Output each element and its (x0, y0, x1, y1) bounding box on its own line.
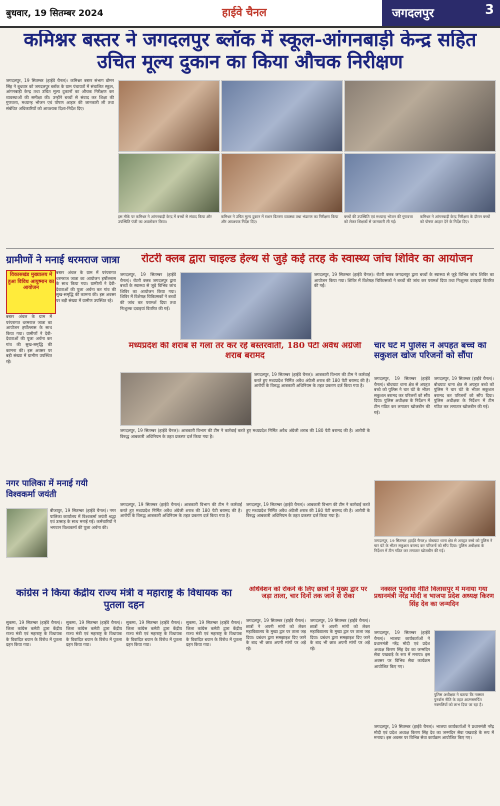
sharab-headline: मध्यप्रदेश की शराब से गला तर कर रहे बस्तरवाती, 180 पेटी अवैध अंग्रेजी शराब बरामद (128, 342, 362, 361)
congress-body-3: सुकमा, 19 सितम्बर (हाईवे चैनल)। जिला कांग्रेस कमेटी द्वारा केंद्रीय राज्य मंत्री एवं महाराष्ट्र के विधायक के विवादित बयान के विरोध में पुतला दहन किया गया। (126, 620, 182, 648)
congress-body-2: सुकमा, 19 सितम्बर (हाईवे चैनल)। जिला कांग्रेस कमेटी द्वारा केंद्रीय राज्य मंत्री एवं महाराष्ट्र के विधायक के विवादित बयान के विरोध में पुतला दहन किया गया। (66, 620, 122, 648)
rotary-body-continued: जगदलपुर, 19 सितम्बर (हाईवे चैनल)। रोटरी क्लब जगदलपुर द्वारा बच्चों के स्वास्थ्य से जुड़े विभिन्न जांच शिविर का आयोजन किया गया। शिविर में विशेषज्ञ चिकित्सकों ने बच्चों की जांच कर परामर्श दिया तथा निःशुल्क दवाइयां वितरित की गईं। (314, 272, 494, 289)
sharab-body-continued: जगदलपुर, 19 सितम्बर (हाईवे चैनल)। आबकारी विभाग की टीम ने कार्रवाई करते हुए मध्यप्रदेश निर्मित अवैध अंग्रेजी शराब की 180 पेटी बरामद की है। आरोपी के विरुद्ध आबकारी अधिनियम के तहत प्रकरण दर्ज किया गया है। (120, 428, 370, 439)
nagar-title: नगर पालिका में मनाई गयी विश्वकर्मा जयंती (6, 479, 88, 500)
rotary-photo (180, 272, 312, 340)
police-body-continued: जगदलपुर, 19 सितम्बर (हाईवे चैनल)। बोधघाट थाना क्षेत्र से अपहृत बच्चे को पुलिस ने चार घंटे के भीतर सकुशल बरामद कर परिजनों को सौंप दिया। पुलिस अधीक्षक के निर्देशन में टीम गठित कर लगातार खोजबीन की गई। (434, 376, 494, 409)
congress-body: सुकमा, 19 सितम्बर (हाईवे चैनल)। जिला कांग्रेस कमेटी द्वारा केंद्रीय राज्य मंत्री एवं महाराष्ट्र के विधायक के विवादित बयान के विरोध में पुतला दहन किया गया। (6, 620, 62, 648)
main-caption-3: बच्चों की उपस्थिति एवं मध्यान्ह भोजन की गुणवत्ता को लेकर शिक्षकों से जानकारी ली गई। (344, 214, 413, 224)
congress-headline: कांग्रेस ने किया केंद्रीय राज्य मंत्री व महाराष्ट्र के विधायक का पुतला दहन (16, 588, 232, 611)
naksal-caption: पुलिस अधीक्षक ने बताया कि नक्सल पुनर्वास नीति के तहत आत्मसमर्पित नक्सलियों को लाभ दिया जा रहा है। (434, 692, 484, 707)
sharab-photo (120, 372, 252, 426)
sharab-body: जगदलपुर, 19 सितम्बर (हाईवे चैनल)। आबकारी विभाग की टीम ने कार्रवाई करते हुए मध्यप्रदेश निर्मित अवैध अंग्रेजी शराब की 180 पेटी बरामद की है। आरोपी के विरुद्ध आबकारी अधिनियम के तहत प्रकरण दर्ज किया गया है। (254, 372, 370, 389)
naksal-headline: नक्सल पुनर्वास नीति विलासपुर में मनाया गया प्रधानमंत्री नरेंद्र मोदी व भाजपा प्रदेश अध्यक्ष किरण सिंह देव का जन्मदिन (374, 586, 494, 608)
naksal-body: जगदलपुर, 19 सितम्बर (हाईवे चैनल)। भाजपा कार्यकर्ताओं ने प्रधानमंत्री नरेंद्र मोदी एवं प्रदेश अध्यक्ष किरण सिंह देव का जन्मदिन सेवा पखवाड़े के रूप में मनाया। इस अवसर पर विभिन्न सेवा कार्यक्रम आयोजित किए गए। (374, 630, 430, 669)
naksal-photo (434, 630, 496, 692)
aviraksha-body-2: जगदलपुर, 19 सितम्बर (हाईवे चैनल)। छात्रों ने अपनी मांगों को लेकर महाविद्यालय के मुख्य द्वार पर ताला जड़ दिया। प्रबंधन द्वारा समझाइश दिए जाने के बाद भी छात्र अपनी मांगों पर अड़े रहे। (310, 618, 370, 651)
main-photo-4 (118, 153, 220, 213)
rotary-body: जगदलपुर, 19 सितम्बर (हाईवे चैनल)। रोटरी क्लब जगदलपुर द्वारा बच्चों के स्वास्थ्य से जुड़े विभिन्न जांच शिविर का आयोजन किया गया। शिविर में विशेषज्ञ चिकित्सकों ने बच्चों की जांच कर परामर्श दिया तथा निःशुल्क दवाइयां वितरित की गईं। (120, 272, 176, 311)
main-photo-6 (344, 153, 496, 213)
aviraksha-body: जगदलपुर, 19 सितम्बर (हाईवे चैनल)। छात्रों ने अपनी मांगों को लेकर महाविद्यालय के मुख्य द्वार पर ताला जड़ दिया। प्रबंधन द्वारा समझाइश दिए जाने के बाद भी छात्र अपनी मांगों पर अड़े रहे। (246, 618, 306, 651)
sharab-body-extra: जगदलपुर, 19 सितम्बर (हाईवे चैनल)। आबकारी विभाग की टीम ने कार्रवाई करते हुए मध्यप्रदेश निर्मित अवैध अंग्रेजी शराब की 180 पेटी बरामद की है। आरोपी के विरुद्ध आबकारी अधिनियम के तहत प्रकरण दर्ज किया गया है। (120, 502, 242, 519)
divider (6, 248, 494, 249)
ganv-highlight-box: विकासखंड मुख्यालय में हुआ विविध आयुष्मान का आयोजन (6, 270, 56, 314)
naksal-body-continued: जगदलपुर, 19 सितम्बर (हाईवे चैनल)। भाजपा कार्यकर्ताओं ने प्रधानमंत्री नरेंद्र मोदी एवं प्रदेश अध्यक्ष किरण सिंह देव का जन्मदिन सेवा पखवाड़े के रूप में मनाया। इस अवसर पर विभिन्न सेवा कार्यक्रम आयोजित किए गए। (374, 724, 494, 741)
paper-name: हाईवे चैनल (222, 6, 267, 19)
main-photo-1 (118, 80, 220, 152)
police-headline: चार घंटे में पुलिस ने अपहत बच्चे को सकुशल खोज परिजनों को सौंपा (374, 342, 487, 361)
main-photo-2 (221, 80, 343, 152)
main-story-body: जगदलपुर, 19 सितम्बर (हाईवे चैनल)। कमिश्नर बस्तर संभाग डोमन सिंह ने बुधवार को जगदलपुर ब्लॉक के ग्राम पंचायतों में संचालित स्कूल, आंगनबाड़ी केन्द्र तथा उचित मूल्य दुकानों का औचक निरीक्षण कर व्यवस्थाओं की समीक्षा की। उन्होंने बच्चों से संवाद कर शिक्षा की गुणवत्ता, मध्यान्ह भोजन एवं पोषण आहार की जानकारी ली तथा संबंधित अधिकारियों को आवश्यक दिशा-निर्देश दिए। (6, 78, 114, 111)
main-headline: कमिश्नर बस्तर ने जगदलपुर ब्लॉक में स्कूल-आंगनबाड़ी केन्द्र सहित उचित मूल्य दुकान का किया औचक निरीक्षण (23, 30, 477, 73)
main-caption-1: इस मौके पर कमिश्नर ने आंगनबाड़ी केन्द्र में बच्चों से संवाद किया और उपस्थिति पंजी का अवलोकन किया। (118, 214, 212, 224)
page-number: 3 (484, 3, 494, 18)
main-caption-2: कमिश्नर ने उचित मूल्य दुकान में राशन वितरण व्यवस्था तथा भंडारण का निरीक्षण किया और आवश्यक निर्देश दिए। (221, 214, 339, 224)
aviraksha-headline: अधिवेशन को रोकने के लिए छात्रों ने मुख्य द्वार पर जड़ा ताला, चार दिनों तक जाने से रोका (249, 586, 367, 601)
rotary-headline: रोटरी क्लब द्वारा चाइल्ड हेल्थ से जुड़े कई तरह के स्वास्थ्य जांच शिविर का आयोजन (141, 253, 473, 265)
ganv-body-continued: बस्तर अंचल के ग्राम में परंपरागत धरमराज जात्रा का आयोजन हर्षोल्लास के साथ किया गया। ग्रामीणों ने देवी-देवताओं की पूजा अर्चना कर गांव की सुख-समृद्धि की कामना की। इस अवसर पर बड़ी संख्या में ग्रामीण उपस्थित रहे। (6, 314, 52, 364)
ganv-title: ग्रामीणों ने मनाई धरमराज जात्रा (6, 255, 120, 266)
congress-body-4: सुकमा, 19 सितम्बर (हाईवे चैनल)। जिला कांग्रेस कमेटी द्वारा केंद्रीय राज्य मंत्री एवं महाराष्ट्र के विधायक के विवादित बयान के विरोध में पुतला दहन किया गया। (186, 620, 242, 648)
police-body: जगदलपुर, 19 सितम्बर (हाईवे चैनल)। बोधघाट थाना क्षेत्र से अपहृत बच्चे को पुलिस ने चार घंटे के भीतर सकुशल बरामद कर परिजनों को सौंप दिया। पुलिस अधीक्षक के निर्देशन में टीम गठित कर लगातार खोजबीन की गई। (374, 376, 430, 415)
issue-date: बुधवार, 19 सितम्बर 2024 (6, 9, 104, 19)
section-city: जगदलपुर (392, 6, 434, 20)
main-caption-4: कमिश्नर ने आंगनबाड़ी केन्द्र निरीक्षण के दौरान बच्चों को पोषण आहार देने के निर्देश दिए। (420, 214, 491, 224)
sharab-body-extra-2: जगदलपुर, 19 सितम्बर (हाईवे चैनल)। आबकारी विभाग की टीम ने कार्रवाई करते हुए मध्यप्रदेश निर्मित अवैध अंग्रेजी शराब की 180 पेटी बरामद की है। आरोपी के विरुद्ध आबकारी अधिनियम के तहत प्रकरण दर्ज किया गया है। (246, 502, 370, 519)
nagar-body: बीजापुर, 19 सितम्बर (हाईवे चैनल)। नगर पालिका कार्यालय में विश्वकर्मा जयंती श्रद्धा एवं उत्साह के साथ मनाई गई। कर्मचारियों ने भगवान विश्वकर्मा की पूजा अर्चना की। (50, 508, 116, 530)
nagar-photo (6, 508, 48, 558)
main-photo-3 (344, 80, 496, 152)
main-photo-5 (221, 153, 343, 213)
section-banner (382, 0, 500, 26)
ganv-body: बस्तर अंचल के ग्राम में परंपरागत धरमराज जात्रा का आयोजन हर्षोल्लास के साथ किया गया। ग्रामीणों ने देवी-देवताओं की पूजा अर्चना कर गांव की सुख-समृद्धि की कामना की। इस अवसर पर बड़ी संख्या में ग्रामीण उपस्थित रहे। (56, 270, 116, 303)
police-caption: जगदलपुर, 19 सितम्बर (हाईवे चैनल)। बोधघाट थाना क्षेत्र से अपहृत बच्चे को पुलिस ने चार घंटे के भीतर सकुशल बरामद कर परिजनों को सौंप दिया। पुलिस अधीक्षक के निर्देशन में टीम गठित कर लगातार खोजबीन की गई। (374, 538, 493, 553)
masthead (0, 0, 500, 28)
police-photo (374, 480, 496, 537)
